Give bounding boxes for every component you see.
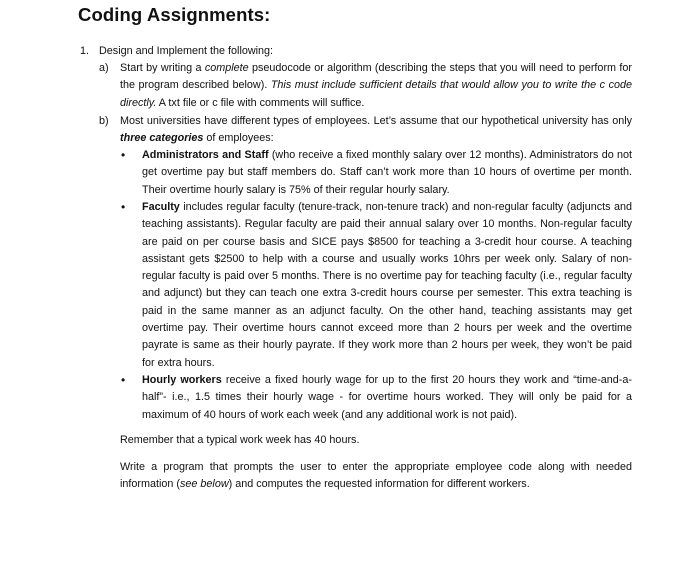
subitem-b-label: b) [99,115,109,127]
subitem-a-text-5: A txt file or c file with comments will suffice. [156,96,365,109]
subitem-b-text-2: three categories [120,132,204,145]
bullet-icon: • [121,200,126,214]
subitem-a-text-3: pseudocode or algorithm (describing the steps that you will need to perform for the program described below). [120,62,632,92]
item-lead: Design and Implement the following: [99,45,274,57]
bullet-item-faculty [142,199,632,372]
bullet-item-hourly [142,372,632,424]
bullet-item-faculty-text: includes regular faculty (tenure-track, non-tenure track) and non-regular faculty (adjuncts and teaching assistants). Regular faculty are paid their annual salary over 10 months. Non-regular faculty are paid on per course basis and SICE pays $8500 for teaching a 3-credit hour course. A teaching assistant gets $2500 to help with a course and usually works 10hrs per week only. Salary of non-regular faculty is paid over 5 months. There is no overtime pay for teaching faculty (i.e., regular faculty and adjunct) but they can teach one extra 3-credit hours course per semester. This extra teaching is paid in the same manner as an adjunct faculty. On the other hand, teaching assistants may get overtime pay. Their overtime hours cannot exceed more than 2 hours per week and the overtime payrate is same as their hourly payrate. If they work more than 2 hours per week, they won’t be paid for extra hours. [142,201,632,369]
bullet-item-admin-staff [142,147,632,199]
subitem-a-text-4: This must include sufficient details that would allow you to write the c code directly. [120,79,632,109]
bullet-icon: • [121,148,126,162]
bullet-item-admin-staff-text: (who receive a fixed monthly salary over 12 months). Administrators do not get overtime pay but staff members do. Staff can’t work more than 10 hours of overtime per month. Their overtime hourly salary is 75% of their regular hourly salary. [142,149,632,196]
bullet-item-hourly-text: receive a fixed hourly wage for up to the first 20 hours they work and “time-and-a-half”- i.e., 1.5 times their hourly wage - for overtime hours worked. They will only be paid for a maximum of 40 hours of work each week (and any additional work is not paid). [142,374,632,421]
program-instructions-3: ) and computes the requested information for different workers. [228,478,530,491]
subitem-a-text-1: Start by writing a [120,62,205,74]
program-instructions [120,459,632,494]
subitem-a-text-2: complete [204,62,249,74]
subitem-b-text-1: Most universities have different types of employees. Let’s assume that our hypothetical university has only [120,115,632,127]
subitem-a-text [120,60,632,112]
subitem-b-text [120,113,632,148]
bullet-item-hourly-heading: Hourly workers [142,374,222,386]
program-instructions-1: Write a program that prompts the user to enter the appropriate employee code along with needed information ( [120,461,632,491]
item-number: 1. [80,45,90,57]
page-title: Coding Assignments: [78,4,271,25]
subitem-b-text-3: of employees: [203,132,274,145]
bullet-icon: • [121,373,126,387]
bullet-item-admin-staff-heading: Administrators and Staff [142,149,269,161]
bullet-item-faculty-heading: Faculty [142,201,180,213]
program-instructions-2: see below [180,478,229,491]
remember-note: Remember that a typical work week has 40 hours. [120,434,360,446]
subitem-a-label: a) [99,62,109,74]
